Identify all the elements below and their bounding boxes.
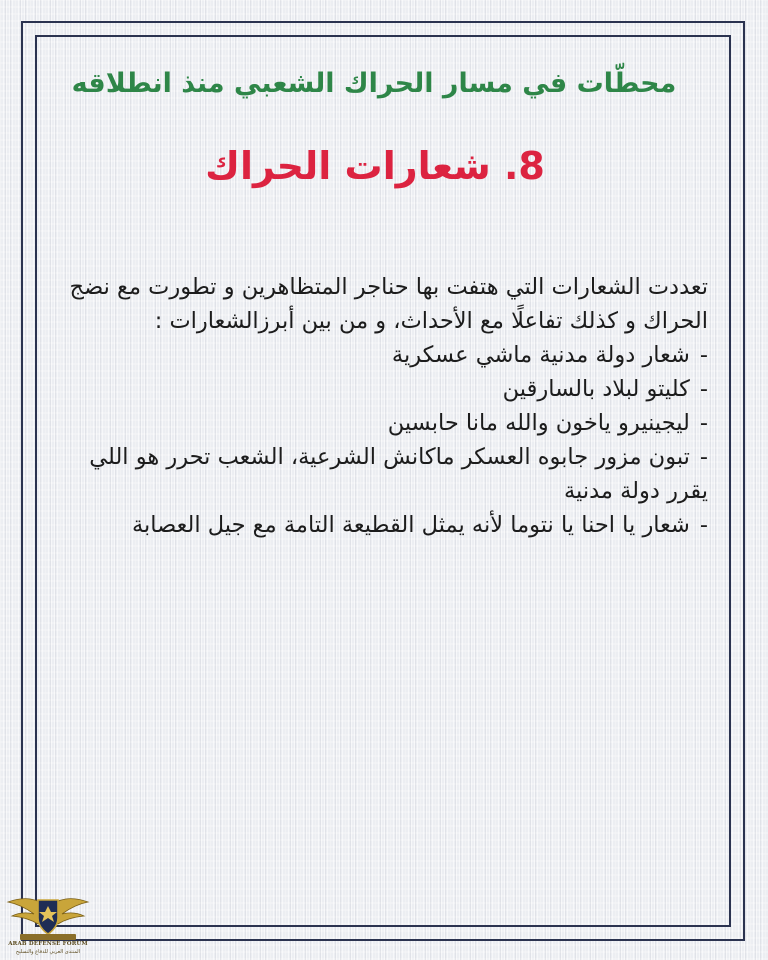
slogan-list	[48, 338, 708, 542]
slogan-text: شعار دولة مدنية ماشي عسكرية	[391, 342, 690, 368]
list-item	[48, 338, 708, 372]
slogan-text: ليجينيرو ياخون والله مانا حابسين	[387, 410, 690, 436]
intro-paragraph: تعددت الشعارات التي هتفت بها حناجر المتظاهرين و تطورت مع نضج الحراك و كذلك تفاعلًا مع الأحداث، و من بين أبرزالشعارات :	[69, 274, 708, 334]
slogan-text: شعار يا احنا يا نتوما لأنه يمثل القطيعة التامة مع جيل العصابة	[131, 512, 690, 538]
list-item	[48, 440, 708, 508]
bullet-dash: -	[699, 342, 708, 368]
list-item	[48, 508, 708, 542]
list-item	[48, 372, 708, 406]
logo-subtitle: المنتدى العربي للدفاع والتسليح	[15, 949, 81, 955]
slogan-text: تبون مزور جابوه العسكر ماكانش الشرعية، الشعب تحرر هو اللي يقرر دولة مدنية	[89, 444, 708, 504]
logo-name: ARAB DEFENSE FORUM	[8, 941, 88, 947]
section-number: 8.	[503, 144, 545, 188]
arab-defense-forum-logo	[4, 886, 92, 958]
slogan-text: كليتو لبلاد بالسارقين	[502, 376, 690, 402]
list-item	[48, 406, 708, 440]
section-title-text: شعارات الحراك	[205, 144, 491, 188]
section-title	[100, 140, 650, 192]
bullet-dash: -	[699, 444, 708, 470]
bullet-dash: -	[699, 512, 708, 538]
header-title: محطّات في مسار الحراك الشعبي منذ انطلاقه	[71, 68, 677, 99]
bullet-dash: -	[699, 376, 708, 402]
body-content	[48, 270, 708, 542]
bullet-dash: -	[699, 410, 708, 436]
eagle-shield-icon	[4, 886, 92, 942]
